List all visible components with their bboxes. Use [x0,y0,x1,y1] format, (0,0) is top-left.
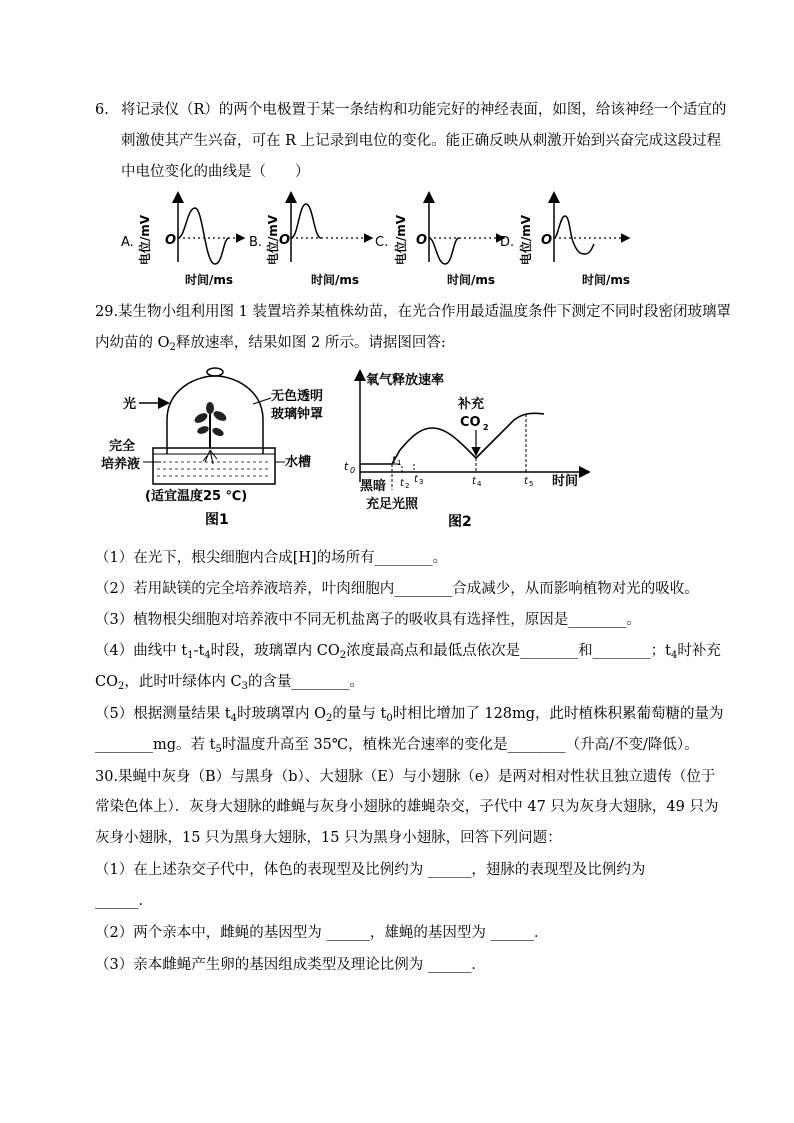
q29-s4g: ，此时叶绿体内 C [124,674,242,690]
fig2-add-label2: CO [460,415,481,430]
option-c-graph[interactable] [375,194,503,287]
q29-s5c: 的量与 t [332,706,387,722]
q6-text-line3: 中电位变化的曲线是（ ） [121,164,310,180]
q29-text-line1: 29.某生物小组利用图 1 装置培养某植株幼苗，在光合作用最适温度条件下测定不同时段密闭玻璃罩 [95,304,731,320]
fig2-dark-label: 黑暗 [360,479,387,494]
option-d-graph[interactable] [500,194,630,287]
q30-sub2: （2）两个亲本中，雌蝇的基因型为 ______，雄蝇的基因型为 ______． [95,925,549,941]
fig2-curve [360,413,544,464]
option-d-origin: O [541,233,553,248]
figure-2-oxygen-chart [340,368,590,532]
q30-text-line3: 灰身小翅脉，15 只为黑身大翅脉，15 只为黑身小翅脉，回答下列问题： [95,830,562,846]
q6-number: 6. [95,102,109,118]
svg-text:t: t [392,455,396,466]
water-tank [153,448,275,484]
q29-s4b: -t [193,643,205,659]
q29-sub4-line2: $CO_2$，此时叶绿体内 $C_3$的含量________。 [95,674,364,692]
q29-s4a: （4）曲线中 t [95,643,188,659]
q29-s5d: 时相比增加了 128mg，此时植株积累葡萄糖的量为 [392,706,724,722]
option-a-curve [178,208,229,264]
option-d-curve [554,216,594,254]
svg-text:4: 4 [477,480,482,488]
fig2-caption: 图2 [448,514,472,530]
q29-text-line2 [95,333,446,358]
fig1-solution-label2: 培养液 [101,457,141,472]
q29-s4f: CO [95,674,118,690]
option-c-curve [429,238,459,264]
q29-s5f: 时温度升高至 35℃，植株光合速率的变化是________（升高/不变/降低）。 [221,737,699,753]
fig1-solution-label1: 完全 [109,439,136,454]
figure-1-apparatus [95,362,340,532]
fig2-t0-label: t [344,460,349,473]
option-a-origin: O [165,233,177,248]
svg-text:1: 1 [397,459,402,467]
q29-sub5-line1: （5）根据测量结果 $t_4$时玻璃罩内 $O_2$的量与 $t_0$时相比增加了 128mg，此时植株积累葡萄糖的量为 [95,706,724,724]
fig1-caption: 图1 [205,512,229,528]
fig2-light-label: 充足光照 [366,497,419,512]
q6-text-line1: 将记录仪（R）的两个电极置于某一条结构和功能完好的神经表面，如图，给该神经一个适宜的 [121,102,727,118]
fig1-cover-label1: 无色透明 [271,389,324,404]
q29-sub5-line2: ________mg。若 $t_5$时温度升高至 35℃，植株光合速率的变化是________（升高/不变/降低）。 [95,737,699,755]
option-a-label: A. [121,235,134,250]
option-b-label: B. [249,235,263,250]
option-d-ylabel: 电位/mV [519,214,533,266]
bell-jar-knob [207,368,223,376]
q29-sub3: （3）植物根尖细胞对培养液中不同无机盐离子的吸收具有选择性，原因是________。 [95,612,641,628]
q29-line2-c: 释放速率，结果如图 2 所示。请据图回答: [175,335,446,351]
q29-s4d: 浓度最高点和最低点依次是________和________；t [346,643,671,659]
q30-text-line2: 常染色体上）．灰身大翅脉的雌蝇与灰身小翅脉的雄蝇杂交，子代中 47 只为灰身大翅脉，49 只为 [95,799,719,815]
option-c-origin: O [416,233,428,248]
q30-sub1: （1）在上述杂交子代中，体色的表现型及比例约为 ______，翅脉的表现型及比例约为 [95,862,646,878]
fig2-add-sub: 2 [483,423,489,432]
option-b-curve [291,204,321,238]
svg-text:t: t [400,478,404,489]
fig1-tank-label: 水槽 [285,455,312,470]
option-c-ylabel: 电位/mV [394,214,408,266]
q29-line2-a: 内幼苗的 O [95,335,170,351]
q29-s5b: 时玻璃罩内 O [237,706,327,722]
q29-s4c: 时段，玻璃罩内 CO [210,643,340,659]
option-a-ylabel: 电位/mV [138,214,152,266]
fig1-temp-label: (适宜温度25 ℃) [145,489,248,504]
q6-text-line2: 刺激使其产生兴奋，可在 R 上记录到电位的变化。能正确反映从刺激开始到兴奋完成这段过程 [121,133,722,149]
fig2-xlabel: 时间 [552,474,579,489]
svg-text:t: t [472,476,476,487]
option-a-graph[interactable] [121,194,243,287]
q29-s5e: ________mg。若 t [95,737,216,753]
svg-text:t: t [414,474,418,485]
fig1-cover-label2: 玻璃钟罩 [271,407,324,422]
option-a-xlabel: 时间/ms [185,273,234,287]
option-c-xlabel: 时间/ms [447,273,496,287]
option-b-xlabel: 时间/ms [311,273,360,287]
q6-options-figure [115,190,635,290]
svg-text:3: 3 [419,478,424,486]
svg-text:t: t [524,476,528,487]
svg-text:5: 5 [529,480,534,488]
fig2-ylabel: 氧气释放速率 [366,373,445,388]
q29-sub1: （1）在光下，根尖细胞内合成[H]的场所有________。 [95,550,448,566]
option-d-label: D. [500,235,515,250]
q29-sub4-line1: （4）曲线中 $t_1-t_4$时段，玻璃罩内 $CO_2$浓度最高点和最低点依次是________和________；$t_4$时补充 [95,643,721,661]
option-b-graph[interactable] [249,194,371,287]
q29-s5a: （5）根据测量结果 t [95,706,231,722]
option-c-label: C. [375,235,389,250]
q29-s4h: 的含量________。 [247,674,364,690]
q30-sub3: （3）亲本雌蝇产生卵的基因组成类型及理论比例为 ______． [95,957,486,973]
svg-text:0: 0 [350,466,356,475]
option-b-origin: O [279,233,291,248]
option-d-xlabel: 时间/ms [582,273,631,287]
plant-seedling [193,402,228,464]
svg-text:2: 2 [405,482,410,490]
q29-sub2: （2）若用缺镁的完全培养液培养，叶肉细胞内________合成减少，从而影响植物对光的吸收。 [95,581,699,597]
q29-s4e: 时补充 [677,643,721,659]
q29-line2-sub: 2 [169,342,176,353]
fig2-add-label1: 补充 [458,397,485,412]
q30-text-line1: 30.果蝇中灰身（B）与黑身（b）、大翅脉（E）与小翅脉（e）是两对相对性状且独立遗传（位于 [95,769,716,785]
fig1-light-label: 光 [123,397,137,412]
q30-sub1-cont: ______． [95,893,153,909]
option-b-ylabel: 电位/mV [266,214,280,266]
